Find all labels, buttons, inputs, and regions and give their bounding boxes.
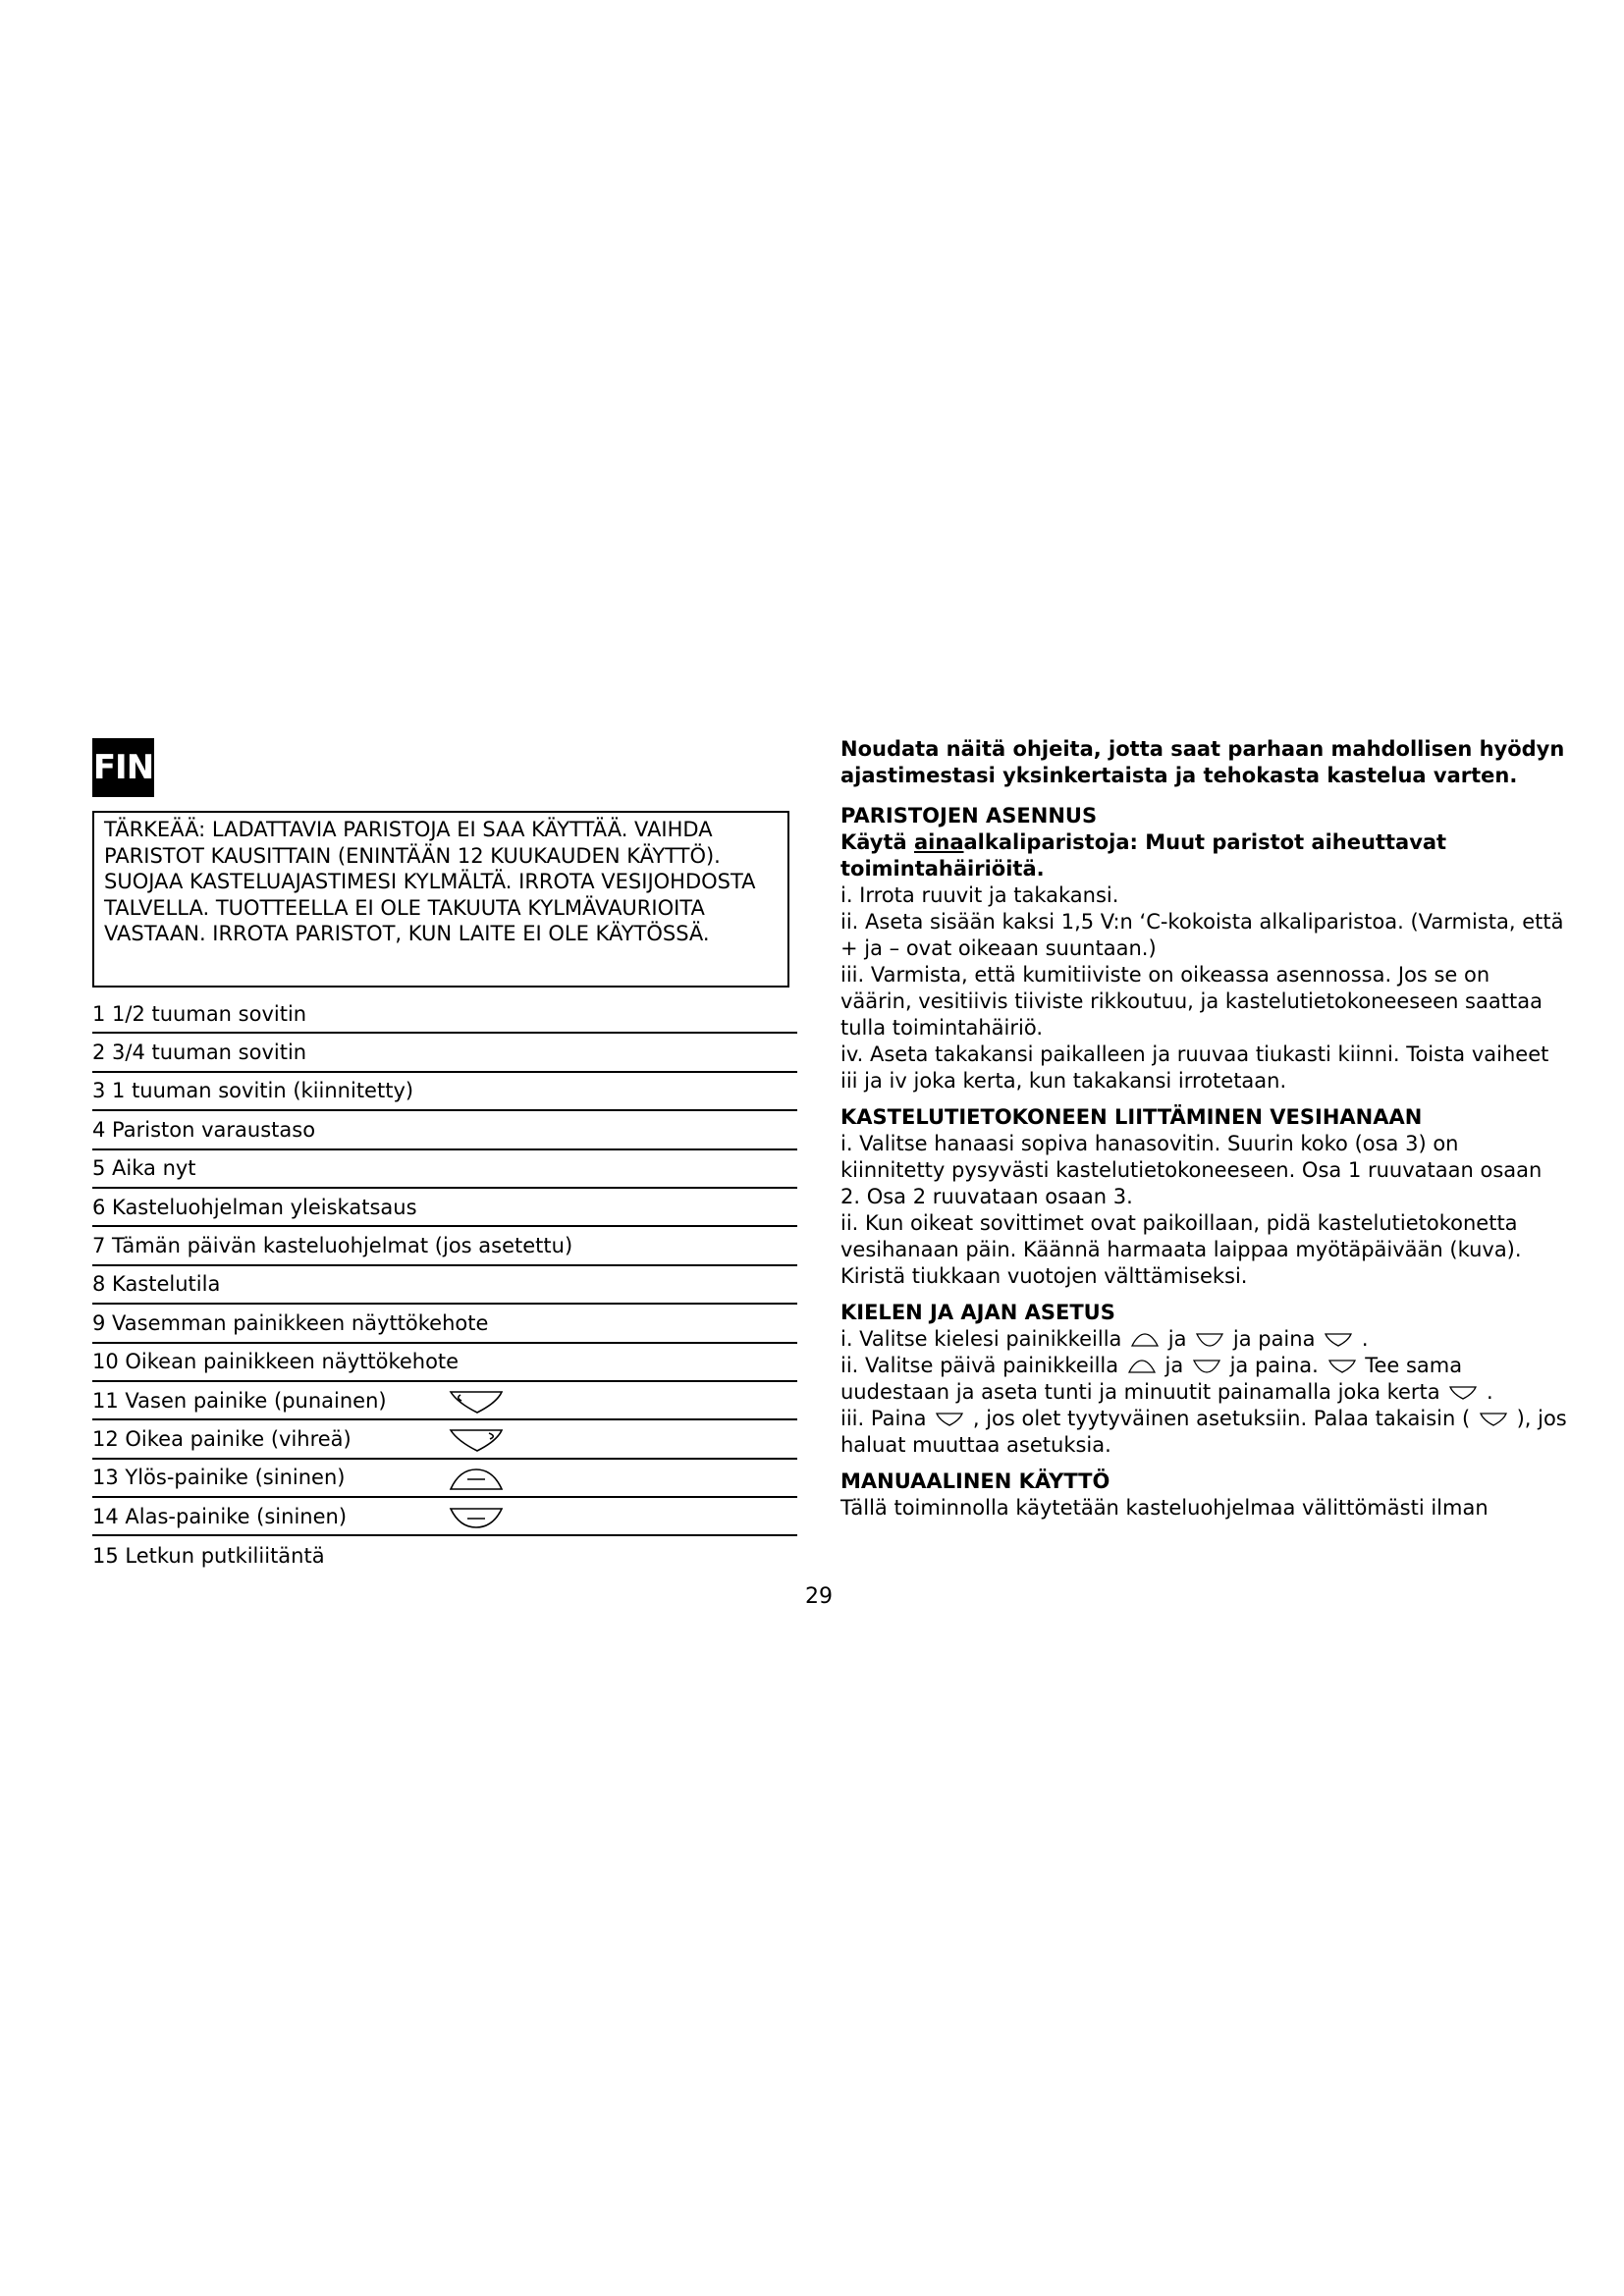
warning-text: TÄRKEÄÄ: LADATTAVIA PARISTOJA EI SAA KÄYTTÄÄ. VAIHDA PARISTOT KAUSITTAIN (ENINTÄÄN 12 KUUKAUDEN KÄYTTÖ). SUOJAA KASTELUAJASTIMESI KYLMÄLTÄ. IRROTA VESIJOHDOSTA TALVELLA. TUOTTEELLA EI OLE TAKUUTA KYLMÄVAURIOITA VASTAAN. IRROTA PARISTOT, KUN LAITE EI OLE KÄYTÖSSÄ. xyxy=(104,818,756,945)
list-item xyxy=(92,1536,797,1575)
lang-time-text: iii. Paina xyxy=(840,1407,927,1430)
part-label: 12 Oikea painike (vihreä) xyxy=(92,1426,352,1451)
list-item xyxy=(92,1034,797,1072)
list-item xyxy=(92,1073,797,1111)
right-button-icon xyxy=(1327,1359,1357,1374)
intro-text: Noudata näitä ohjeita, jotta saat parhaan mahdollisen hyödyn ajastimestasi yksinkertaista ja tehokasta kastelua varten. xyxy=(840,737,1565,787)
lang-time-text: , jos olet tyytyväinen asetuksiin. Palaa takaisin ( xyxy=(972,1407,1471,1430)
list-item xyxy=(92,1150,797,1189)
language-badge: FIN xyxy=(92,738,154,797)
lang-time-text: ja xyxy=(1164,1354,1184,1377)
lang-time-text: i. Valitse kielesi painikkeilla xyxy=(840,1327,1122,1351)
manual-text: Tällä toiminnolla käytetään kasteluohjelmaa välittömästi ilman xyxy=(840,1496,1489,1520)
list-item xyxy=(92,1382,797,1420)
up-button-icon xyxy=(1127,1359,1157,1374)
batteries-step-3: iii. Varmista, että kumitiiviste on oikeassa asennossa. Jos se on väärin, vesitiivis tiiviste rikkoutuu, ja kastelutietokoneeseen saattaa tulla toimintahäiriö. xyxy=(840,963,1543,1040)
lang-time-step-1 xyxy=(840,1326,1567,1353)
part-label: 7 Tämän päivän kasteluohjelmat (jos asetettu) xyxy=(92,1234,573,1258)
part-label: 14 Alas-painike (sininen) xyxy=(92,1504,348,1528)
right-button-icon xyxy=(448,1427,505,1453)
right-button-icon xyxy=(935,1412,964,1427)
left-button-icon xyxy=(1479,1412,1508,1427)
part-label: 4 Pariston varaustaso xyxy=(92,1117,316,1142)
list-item xyxy=(92,1266,797,1305)
parts-list xyxy=(92,995,797,1575)
batteries-step-4: iv. Aseta takakansi paikalleen ja ruuvaa tiukasti kiinni. Toista vaiheet iii ja iv joka kerta, kun takakansi irrotetaan. xyxy=(840,1042,1549,1093)
lang-time-text: . xyxy=(1487,1380,1493,1404)
part-label: 3 1 tuuman sovitin (kiinnitetty) xyxy=(92,1079,414,1103)
list-item xyxy=(92,1420,797,1459)
lang-time-text: ), jos haluat muuttaa asetuksia. xyxy=(840,1407,1567,1457)
part-label: 2 3/4 tuuman sovitin xyxy=(92,1041,307,1065)
batteries-step-2: ii. Aseta sisään kaksi 1,5 V:n ‘C-kokoista alkaliparistoa. (Varmista, että + ja – ovat oikeaan suuntaan.) xyxy=(840,910,1564,960)
list-item xyxy=(92,1305,797,1343)
page-number: 29 xyxy=(805,1584,833,1609)
connect-step-1: i. Valitse hanaasi sopiva hanasovitin. Suurin koko (osa 3) on kiinnitetty pysyvästi kastelutietokoneeseen. Osa 1 ruuvataan osaan 2. Osa 2 ruuvataan osaan 3. xyxy=(840,1132,1543,1208)
part-label: 13 Ylös-painike (sininen) xyxy=(92,1466,346,1490)
part-label: 10 Oikean painikkeen näyttökehote xyxy=(92,1350,460,1374)
left-button-icon xyxy=(448,1389,505,1415)
manual-heading: MANUAALINEN KÄYTTÖ xyxy=(840,1469,1110,1493)
up-button-icon xyxy=(1130,1332,1160,1348)
part-label: 15 Letkun putkiliitäntä xyxy=(92,1544,325,1569)
list-item xyxy=(92,1227,797,1265)
list-item xyxy=(92,1460,797,1498)
part-label: 9 Vasemman painikkeen näyttökehote xyxy=(92,1310,489,1335)
right-button-icon xyxy=(1324,1332,1353,1348)
lang-time-text: ja paina xyxy=(1232,1327,1316,1351)
list-item xyxy=(92,1189,797,1227)
part-label: 1 1/2 tuuman sovitin xyxy=(92,1001,307,1026)
part-label: 5 Aika nyt xyxy=(92,1156,196,1181)
batteries-lead-post: alkaliparistoja: Muut paristot aiheuttavat toimintahäiriöitä. xyxy=(840,830,1447,881)
lang-time-text: ja xyxy=(1167,1327,1187,1351)
list-item xyxy=(92,1498,797,1536)
batteries-lead-pre: Käytä xyxy=(840,830,915,854)
batteries-heading: PARISTOJEN ASENNUS xyxy=(840,804,1098,828)
lang-time-step-3 xyxy=(840,1406,1567,1459)
lang-time-heading: KIELEN JA AJAN ASETUS xyxy=(840,1301,1115,1324)
list-item xyxy=(92,1111,797,1149)
part-label: 6 Kasteluohjelman yleiskatsaus xyxy=(92,1195,417,1219)
lang-time-text: ii. Valitse päivä painikkeilla xyxy=(840,1354,1119,1377)
batteries-lead xyxy=(840,829,1567,882)
right-button-icon xyxy=(1448,1385,1478,1401)
instructions-column xyxy=(840,736,1567,1522)
down-button-icon xyxy=(1192,1359,1221,1374)
list-item xyxy=(92,1344,797,1382)
batteries-step-1: i. Irrota ruuvit ja takakansi. xyxy=(840,883,1119,907)
lang-time-step-2 xyxy=(840,1353,1567,1406)
warning-box xyxy=(92,811,789,988)
lang-time-text: Tee sama uudestaan ja aseta tunti ja minuutit painamalla joka kerta xyxy=(840,1354,1463,1404)
down-button-icon xyxy=(448,1505,505,1530)
part-label: 11 Vasen painike (punainen) xyxy=(92,1388,387,1413)
up-button-icon xyxy=(448,1467,505,1492)
connect-heading: KASTELUTIETOKONEEN LIITTÄMINEN VESIHANAAN xyxy=(840,1105,1423,1129)
down-button-icon xyxy=(1195,1332,1224,1348)
list-item xyxy=(92,995,797,1034)
batteries-lead-underline: aina xyxy=(914,830,964,854)
lang-time-text: ja paina. xyxy=(1229,1354,1319,1377)
lang-time-text: . xyxy=(1361,1327,1369,1351)
connect-step-2: ii. Kun oikeat sovittimet ovat paikoillaan, pidä kastelutietokonetta vesihanaan päin. Käännä harmaata laippaa myötäpäivään (kuva). Kiristä tiukkaan vuotojen välttämiseksi. xyxy=(840,1211,1522,1288)
part-label: 8 Kastelutila xyxy=(92,1272,221,1297)
